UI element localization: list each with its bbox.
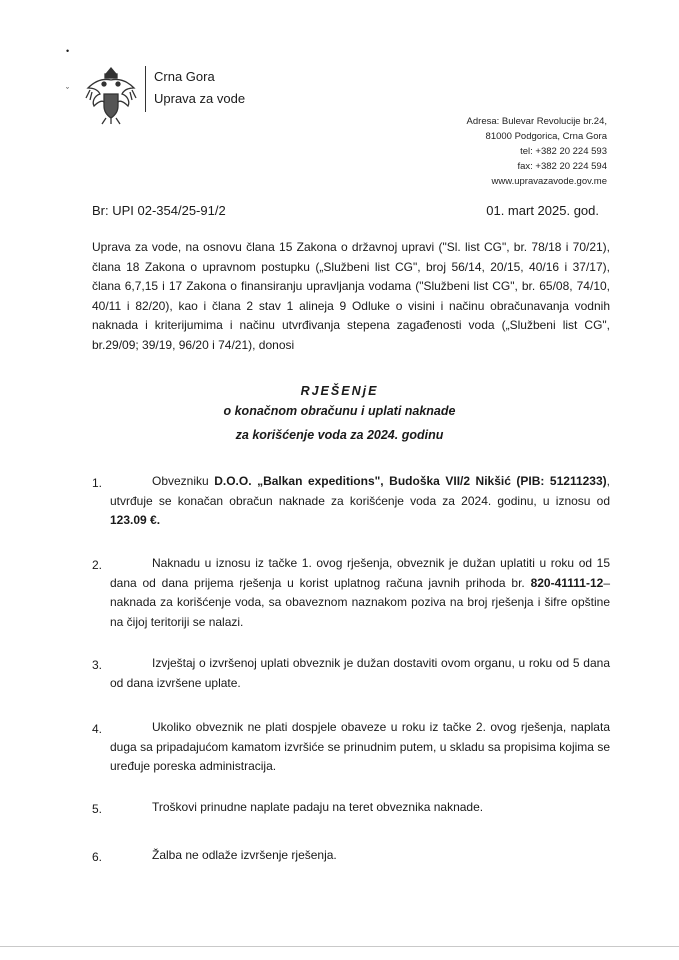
- item-number: 3.: [92, 658, 103, 672]
- address-line: Adresa: Bulevar Revolucije br.24,: [466, 116, 607, 127]
- website: www.upravazavode.gov.me: [491, 176, 607, 187]
- item-text: [110, 718, 610, 777]
- item-number: 4.: [92, 722, 103, 736]
- document-date: 01. mart 2025. god.: [486, 203, 599, 218]
- item-text: [110, 846, 610, 866]
- phone-number: tel: +382 20 224 593: [520, 146, 607, 157]
- item-text: [110, 654, 610, 693]
- item-number: 1.: [92, 476, 103, 490]
- item-text-part: Obvezniku: [152, 474, 215, 488]
- reference-number: Br: UPI 02-354/25-91/2: [92, 203, 226, 218]
- item-text-part: Ukoliko obveznik ne plati dospjele obaveze u roku iz tačke 2. ovog rješenja, naplata duga sa pripadajućom kamatom izvršiće se prinudnim putem, u skladu sa propisima kojima se uređuje poreska administracija.: [110, 720, 610, 773]
- header-divider: [145, 66, 146, 112]
- amount: 123.09 €.: [110, 513, 161, 527]
- item-number: 5.: [92, 802, 103, 816]
- document-subtitle: za korišćenje voda za 2024. godinu: [235, 428, 444, 442]
- taxpayer-name: D.O.O. „Balkan expeditions", Budoška VII/2 Nikšić (PIB: 51211233): [214, 474, 607, 488]
- item-text: [110, 798, 610, 818]
- scan-edge: [0, 946, 679, 947]
- item-number: 6.: [92, 850, 103, 864]
- item-text: [110, 472, 610, 531]
- intro-paragraph: Uprava za vode, na osnovu člana 15 Zakona o državnoj upravi ("Sl. list CG", br. 78/18 i 70/21), člana 18 Zakona o upravnom postupku („Službeni list CG", broj 56/14, 20/15, 40/16 i 37/17), člana 6,7,15 i 17 Zakona o finansiranju upravljanja vodama ("Službeni list CG", br. 65/08, 74/10, 40/11 i 82/20), kao i člana 2 stav 1 alineja 9 Odluke o visini i načinu obračunavanja vodnih naknada i kriterijumima i načinu utvrđivanja stepena zagađenosti voda („Službeni list CG", br.29/09; 39/19, 96/20 i 74/21), donosi: [92, 240, 610, 352]
- item-text-part: Žalba ne odlaže izvršenje rješenja.: [152, 848, 337, 862]
- institution-name: Uprava za vode: [154, 91, 246, 106]
- coat-of-arms-logo: [84, 66, 138, 126]
- item-text: [110, 554, 610, 632]
- fax-number: fax: +382 20 224 594: [517, 161, 607, 172]
- country-name: Crna Gora: [154, 69, 215, 84]
- item-text-part: –naknada za korišćenje voda, sa obaveznom naznakom poziva na broj rješenja i šifre opštine na čijoj teritoriji se nalazi.: [110, 575, 610, 629]
- scan-mark: •: [66, 46, 70, 56]
- document-title: RJEŠENjE: [300, 384, 379, 398]
- document-subtitle: o konačnom obračunu i uplati naknade: [223, 404, 456, 418]
- item-text-part: , utvrđuje se konačan obračun naknade za korišćenje voda za 2024. godinu, u iznosu od: [110, 474, 610, 508]
- item-text-part: Naknadu u iznosu iz tačke 1. ovog rješenja, obveznik je dužan uplatiti u roku od 15 dana od dana prijema rješenja u korist uplatnog računa javnih prihoda br.: [110, 556, 610, 590]
- account-number: 820-41111-12: [530, 575, 604, 590]
- item-text-part: Izvještaj o izvršenoj uplati obveznik je dužan dostaviti ovom organu, u roku od 5 dana od dana izvršene uplate.: [110, 656, 610, 690]
- address-block: [467, 114, 607, 189]
- scan-mark: ˇ: [66, 86, 69, 96]
- item-text-part: Troškovi prinudne naplate padaju na teret obveznika naknade.: [152, 800, 484, 814]
- address-city: 81000 Podgorica, Crna Gora: [485, 131, 607, 142]
- item-number: 2.: [92, 558, 103, 572]
